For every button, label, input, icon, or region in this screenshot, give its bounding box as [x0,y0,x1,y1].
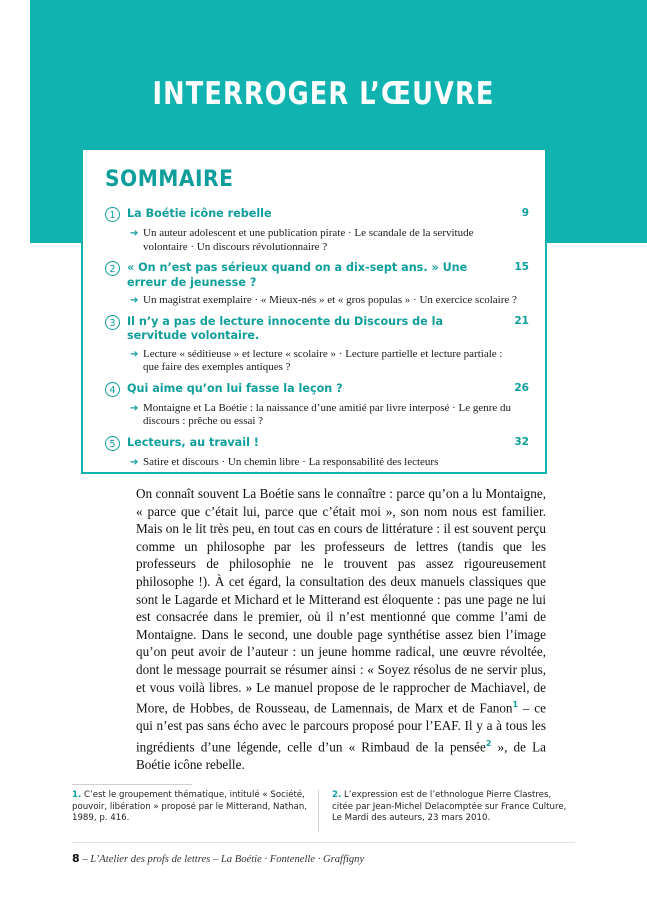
list-item[interactable] [105,207,529,254]
footnote-2-text: L’expression est de l’ethnologue Pierre Clastres, citée par Jean-Michel Delacomptée sur France Culture, Le Mardi des auteurs, 23 mars 2010. [332,790,567,824]
toc-label: Qui aime qu’on lui fasse la leçon ? [127,381,343,395]
footer-divider [72,842,575,843]
footnote-ref-1[interactable]: 1 [512,700,519,710]
toc-subitems-text: Un magistrat exemplaire · « Mieux-nés » et « gros populas » · Un exercice scolaire ? [143,294,517,306]
toc-label: « On n’est pas sérieux quand on a dix-sept ans. » Une erreur de jeunesse ? [127,261,468,289]
arrow-icon: ➔ [130,402,139,414]
toc-subitems-text: Lecture « séditieuse » et lecture « scolaire » · Lecture partielle et lecture partiale : que faire des exemples antiques ? [143,347,503,373]
toc-number-badge: 3 [105,315,120,330]
toc-number-badge: 4 [105,382,120,397]
list-item[interactable] [105,382,529,429]
page-footer [72,852,572,865]
arrow-icon: ➔ [130,348,139,360]
footnote-1-marker: 1. [72,790,82,800]
table-of-contents [105,207,529,476]
toc-label: Lecteurs, au travail ! [127,435,259,449]
toc-heading[interactable] [105,207,529,223]
toc-page-number: 32 [514,435,529,448]
body-paragraph-main: On connaît souvent La Boétie sans le connaître : parce qu’on a lu Montaigne, « parce que c’était lui, parce que c’était moi », son nom nous est familier. Mais on le lit très peu, en tout cas en cours de littérature : il est souvent perçu comme un philosophe par les professeurs de lettres (tandis que les professeurs de philosophie ne le trouvent pas assez rigoureusement philosophe !). À cet égard, la consultation des deux manuels classiques que sont le Lagarde et Michard et le Mitterand est éloquente : pas une page ne lui est consacrée dans le premier, où il n’est mentionné que comme l’ami de Montaigne. Dans le second, une double page synthétise assez bien l’image qu’on peut avoir de l’auteur : un jeune homme radical, une œuvre révoltée, dont le message pourrait se résumer ainsi : « Soyez résolus de ne servir plus, et vous voilà libres. » Le manuel propose de le rapprocher de Machiavel, de More, de Hobbes, de Rousseau, de Lamennais, de Marx et de Fanon [136,486,546,716]
footnote-2 [332,790,570,825]
toc-page-number: 9 [521,207,529,219]
toc-subitems [130,401,519,429]
list-item[interactable] [105,436,529,470]
toc-heading[interactable] [105,436,529,452]
toc-subitems-text: Satire et discours · Un chemin libre · La responsabilité des lecteurs [143,455,439,468]
arrow-icon: ➔ [130,456,139,468]
list-item[interactable] [105,261,529,308]
arrow-icon: ➔ [130,228,139,239]
toc-number-badge: 1 [105,207,120,222]
footer-page-number: 8 [72,852,80,865]
list-item[interactable] [105,315,529,375]
toc-heading[interactable] [105,315,529,344]
footnote-ref-2[interactable]: 2 [485,738,492,748]
body-paragraph-cont: – ce qui n’est pas sans écho avec le parcours proposé pour l’EAF. Il y a à tous les ingrédients d’une légende, celle d’un « Rimbaud de la pensée [136,700,546,755]
toc-page-number: 15 [514,261,529,273]
body-paragraph [136,485,546,773]
toc-number-badge: 2 [105,261,120,276]
sommaire-box [81,148,547,474]
footnote-1 [72,790,310,825]
header-left-notch [0,0,30,243]
footnotes [72,790,572,825]
footer-separator: – [82,854,88,865]
sommaire-title: SOMMAIRE [105,167,234,192]
body-paragraph-end: », de La Boétie icône rebelle. [136,739,547,772]
toc-page-number: 21 [514,314,529,327]
page-title: INTERROGER L’ŒUVRE [152,76,495,112]
toc-subitems [130,347,519,375]
toc-subitems [130,227,519,254]
toc-label: Il n’y a pas de lecture innocente du Discours de la servitude volontaire. [127,314,444,342]
toc-subitems-text: Un auteur adolescent et une publication pirate · Le scandale de la servitude volontaire · Un discours révolutionnaire ? [143,227,474,253]
footer-text: L’Atelier des profs de lettres – La Boétie · Fontenelle · Graffigny [90,854,365,865]
toc-label: La Boétie icône rebelle [127,207,272,220]
toc-subitems-text: Montaigne et La Boétie : la naissance d’une amitié par livre interposé · Le genre du discours : prêche ou essai ? [143,401,512,427]
toc-number-badge: 5 [105,436,120,451]
toc-heading[interactable] [105,382,529,398]
arrow-icon: ➔ [130,295,139,306]
footnote-1-text: C’est le groupement thématique, intitulé « Société, pouvoir, libération » proposé par le Mitterand, Nathan, 1989, p. 416. [72,790,307,824]
toc-subitems [130,455,519,470]
footnote-divider [72,784,192,785]
toc-page-number: 26 [514,381,529,394]
footnote-2-marker: 2. [332,790,342,800]
toc-subitems [130,294,519,308]
toc-heading[interactable] [105,261,529,290]
